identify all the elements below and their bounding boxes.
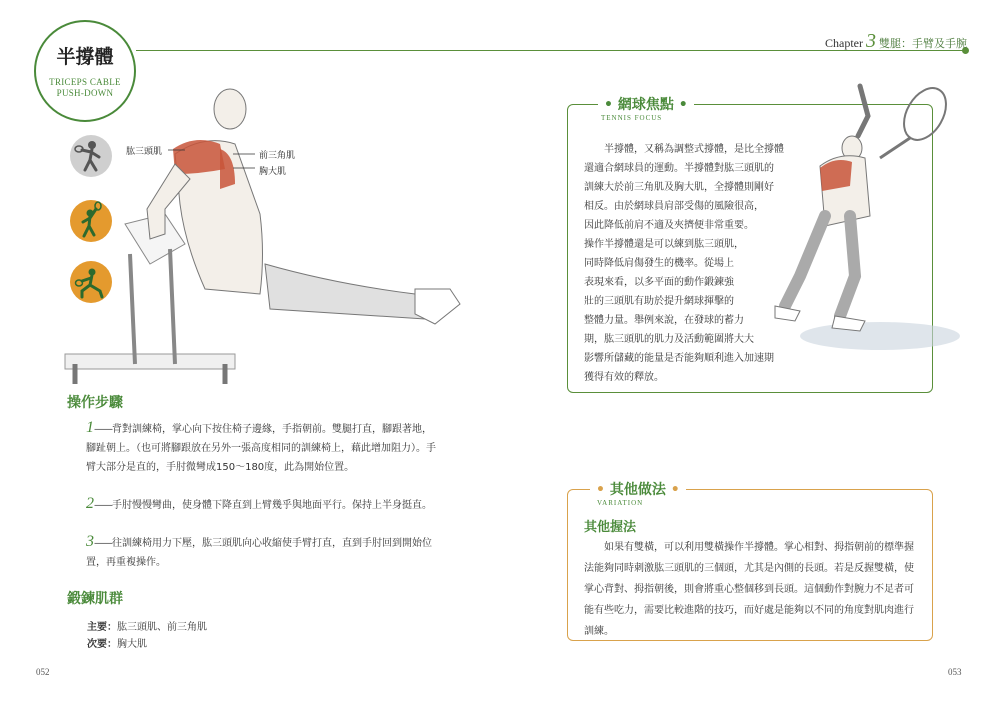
tennis-line: 壯的三頭肌有助於提升網球揮擊的: [584, 296, 734, 307]
triceps-dip-illustration: [55, 64, 475, 394]
page-title: 半撐體: [56, 46, 114, 68]
label-pectoralis: 胸大肌: [259, 167, 287, 177]
variation-subtitle: VARIATION: [597, 499, 644, 507]
tennis-focus-subtitle: TENNIS FOCUS: [601, 114, 663, 122]
label-anterior-deltoid: 前三角肌: [259, 151, 296, 161]
tennis-line: 操作半撐體還是可以練到肱三頭肌，: [584, 239, 744, 250]
tennis-line: 整體力量。舉例來說，在發球的蓄力: [584, 315, 744, 326]
bullet-icon: •: [678, 97, 688, 113]
bullet-icon: •: [596, 482, 605, 498]
tennis-line: 訓練大於前三角肌及胸大肌，全撐體則剛好: [584, 182, 774, 193]
step-2: [86, 494, 436, 515]
secondary-label: 次要：: [87, 639, 117, 650]
step-dash: ——: [94, 500, 112, 511]
chapter-word: Chapter: [825, 36, 863, 50]
chapter-name: 雙腿：手臂及手腕: [879, 37, 967, 50]
variation-title-text: 其他做法: [609, 482, 666, 498]
muscles-title: 鍛鍊肌群: [67, 591, 123, 607]
tennis-focus-title-text: 網球焦點: [617, 97, 674, 113]
tennis-line: 影響所儲藏的能量是否能夠順利進入加速期: [584, 353, 774, 364]
step-text: 背對訓練椅，掌心向下按住椅子邊緣，手指朝前。雙腿打直，腳跟著地，腳趾朝上。（也可將腳跟放在另外一張高度相同的訓練椅上，藉此增加阻力）。手臂大部分是直的，手肘微彎成150～180度，此為開始位置。: [86, 424, 436, 473]
step-dash: ——: [94, 538, 112, 549]
tennis-line: 期，肱三頭肌的肌力及活動範圍將大大: [584, 334, 754, 345]
step-number: 1: [86, 419, 94, 436]
page-number-right: 053: [948, 667, 962, 677]
bullet-icon: •: [604, 97, 613, 113]
step-text: 往訓練椅用力下壓，肱三頭肌向心收縮使手臂打直，直到手肘回到開始位置，再重複操作。: [86, 538, 432, 568]
step-text: 手肘慢慢彎曲，使身體下降直到上臂幾乎與地面平行。保持上半身挺直。: [112, 500, 432, 511]
primary-label: 主要：: [87, 622, 117, 633]
page-number-left: 052: [36, 667, 50, 677]
tennis-line: 相反。由於網球員肩部受傷的風險很高，: [584, 201, 764, 212]
primary-value: 肱三頭肌、前三角肌: [117, 622, 207, 633]
chapter-number: 3: [866, 30, 876, 52]
tennis-line: 半撐體，又稱為調整式撐體，是比全撐體: [604, 144, 784, 155]
chapter-header: [825, 30, 967, 53]
step-number: 2: [86, 495, 94, 512]
bullet-icon: •: [670, 482, 680, 498]
variation-title: [590, 479, 686, 499]
tennis-line: 表現來看，以多平面的動作鍛鍊強: [584, 277, 734, 288]
secondary-muscles: [87, 635, 147, 650]
step-dash: ——: [94, 424, 112, 435]
secondary-value: 胸大肌: [117, 639, 147, 650]
step-number: 3: [86, 533, 94, 550]
variation-heading: 其他握法: [584, 520, 637, 535]
tennis-line: 獲得有效的釋放。: [584, 372, 664, 383]
procedure-title: 操作步驟: [67, 395, 123, 411]
tennis-focus-title: [598, 94, 694, 114]
primary-muscles: [87, 618, 207, 633]
tennis-line: 因此降低前肩不適及夾擠便非常重要。: [584, 220, 754, 231]
step-1: [86, 418, 436, 477]
step-3: [86, 532, 436, 572]
tennis-line: 還適合網球員的運動。半撐體對肱三頭肌的: [584, 163, 774, 174]
page-title-english: TRICEPS CABLE PUSH-DOWN: [49, 77, 121, 98]
tennis-serve-illustration: [740, 66, 960, 356]
label-triceps: 肱三頭肌: [126, 147, 163, 157]
variation-text: 如果有雙橫，可以利用雙橫操作半撐體。掌心相對、拇指朝前的標準握法能夠同時刺激肱三頭肌的三個頭，尤其是內側的長頭。若是反握雙橫，使掌心背對、拇指朝後，則會將重心整個移到長頭。這個動作對腕力不足者可能有些吃力，需要比較進階的技巧，而好處是能夠以不同的角度對肌肉進行訓練。: [584, 542, 914, 637]
tennis-line: 同時降低肩傷發生的機率。從場上: [584, 258, 734, 269]
